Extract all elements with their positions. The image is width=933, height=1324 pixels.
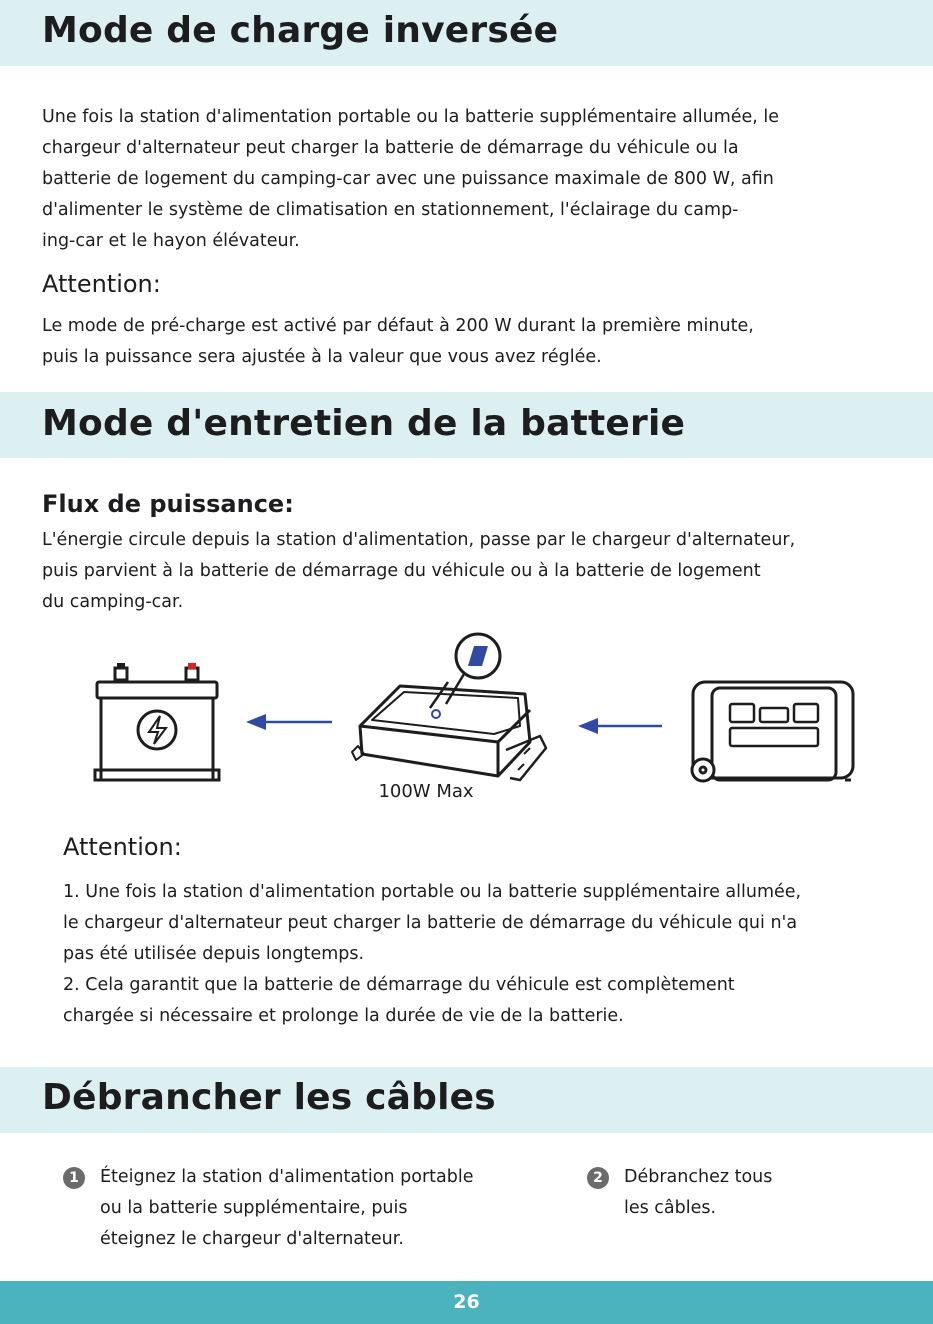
- text-line: batterie de logement du camping-car avec une puissance maximale de 800 W, afin: [42, 169, 774, 189]
- text-line: L'énergie circule depuis la station d'alimentation, passe par le chargeur d'alternateur,: [42, 530, 796, 550]
- text-line: puis parvient à la batterie de démarrage du véhicule ou à la batterie de logement: [42, 561, 761, 581]
- page-number: 26: [0, 1281, 933, 1324]
- text-line: du camping-car.: [42, 592, 184, 612]
- diagram-caption: 100W Max: [378, 781, 474, 802]
- text-line: les câbles.: [624, 1198, 717, 1218]
- vehicle-battery-icon: [95, 668, 219, 780]
- text-line: chargée si nécessaire et prolonge la durée de vie de la batterie.: [63, 1006, 624, 1026]
- text-line: 2. Cela garantit que la batterie de démarrage du véhicule est complètement: [63, 975, 735, 995]
- attention-heading: Attention:: [63, 833, 182, 861]
- text-line: ou la batterie supplémentaire, puis: [100, 1198, 408, 1218]
- attention-heading: Attention:: [42, 270, 161, 298]
- attention-text: [63, 877, 923, 1032]
- flux-text: [42, 525, 902, 618]
- section-title: Mode de charge inversée: [42, 10, 559, 51]
- text-line: chargeur d'alternateur peut charger la batterie de démarrage du véhicule ou la: [42, 138, 739, 158]
- step-1-text: [100, 1162, 550, 1255]
- step-number-badge: 2: [587, 1167, 609, 1189]
- power-station-icon: [692, 682, 853, 781]
- text-line: puis la puissance sera ajustée à la valeur que vous avez réglée.: [42, 347, 602, 367]
- section-header-reverse: [0, 0, 933, 66]
- text-line: 1. Une fois la station d'alimentation portable ou la batterie supplémentaire allumée,: [63, 882, 802, 902]
- step-number-badge: 1: [63, 1167, 85, 1189]
- flux-heading: Flux de puissance:: [42, 490, 294, 518]
- attention-text: [42, 311, 902, 373]
- text-line: éteignez le chargeur d'alternateur.: [100, 1229, 404, 1249]
- arrow-left-icon: [578, 718, 662, 734]
- section-header-unplug: [0, 1067, 933, 1133]
- section-title: Mode d'entretien de la batterie: [42, 403, 686, 444]
- power-flow-diagram: [0, 630, 933, 810]
- body-text: [42, 102, 902, 257]
- section-header-maintenance: [0, 392, 933, 458]
- text-line: ing-car et le hayon élévateur.: [42, 231, 300, 251]
- step-2-text: [624, 1162, 904, 1224]
- text-line: Le mode de pré-charge est activé par défaut à 200 W durant la première minute,: [42, 316, 754, 336]
- alternator-charger-icon: [352, 634, 546, 780]
- text-line: pas été utilisée depuis longtemps.: [63, 944, 365, 964]
- text-line: Une fois la station d'alimentation portable ou la batterie supplémentaire allumée, le: [42, 107, 780, 127]
- text-line: d'alimenter le système de climatisation en stationnement, l'éclairage du camp-: [42, 200, 739, 220]
- arrow-left-icon: [246, 714, 332, 730]
- text-line: Éteignez la station d'alimentation portable: [100, 1167, 474, 1187]
- section-title: Débrancher les câbles: [42, 1077, 496, 1118]
- text-line: Débranchez tous: [624, 1167, 773, 1187]
- text-line: le chargeur d'alternateur peut charger la batterie de démarrage du véhicule qui n'a: [63, 913, 798, 933]
